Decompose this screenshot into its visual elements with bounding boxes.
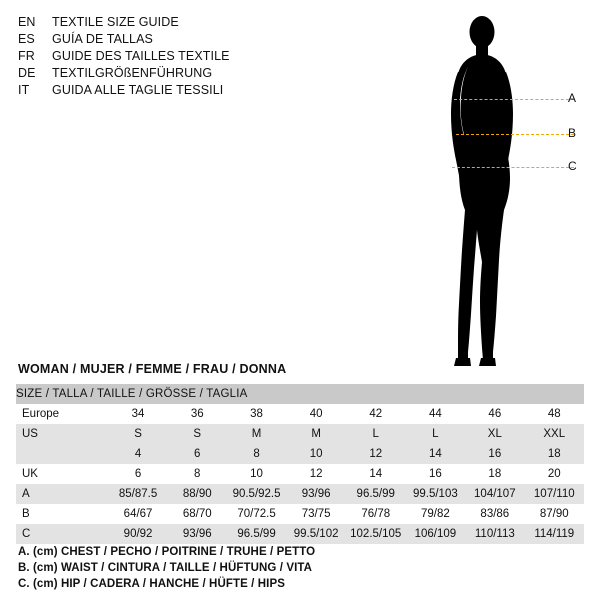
- row-label: C: [16, 524, 108, 544]
- table-cell: 48: [525, 404, 584, 424]
- table-cell: 8: [168, 464, 227, 484]
- table-cell: 12: [346, 444, 406, 464]
- legend-item-b: B. (cm) WAIST / CINTURA / TAILLE / HÜFTUNG / VITA: [18, 562, 313, 574]
- table-cell: 36: [168, 404, 227, 424]
- table-cell: 64/67: [108, 504, 167, 524]
- row-label: Europe: [16, 404, 108, 424]
- table-cell: 88/90: [168, 484, 227, 504]
- table-cell: 8: [227, 444, 287, 464]
- table-cell: 83/86: [465, 504, 524, 524]
- table-cell: 99.5/102: [286, 524, 346, 544]
- table-cell: 14: [346, 464, 406, 484]
- section-caption: WOMAN / MUJER / FEMME / FRAU / DONNA: [18, 362, 287, 376]
- table-row: [16, 424, 584, 444]
- language-title: TEXTILGRÖßENFÜHRUNG: [52, 66, 213, 80]
- row-label: [16, 444, 108, 464]
- table-cell: 12: [286, 464, 346, 484]
- legend-item-a: A. (cm) CHEST / PECHO / POITRINE / TRUHE / PETTO: [18, 546, 316, 558]
- table-cell: 110/113: [465, 524, 524, 544]
- table-cell: 10: [286, 444, 346, 464]
- table-header-label: SIZE / TALLA / TAILLE / GRÖSSE / TAGLIA: [16, 384, 584, 404]
- table-cell: 90/92: [108, 524, 167, 544]
- measure-label-b: B: [568, 126, 577, 140]
- language-title: TEXTILE SIZE GUIDE: [52, 15, 179, 29]
- table-cell: 79/82: [406, 504, 466, 524]
- language-code: IT: [18, 83, 30, 97]
- table-header-row: [16, 384, 584, 404]
- table-row: [16, 404, 584, 424]
- measurement-legend: [18, 544, 578, 592]
- table-cell: 18: [525, 444, 584, 464]
- language-title: GUIDE DES TAILLES TEXTILE: [52, 49, 230, 63]
- table-cell: 20: [525, 464, 584, 484]
- row-label: US: [16, 424, 108, 444]
- legend-item-c: C. (cm) HIP / CADERA / HANCHE / HÜFTE / HIPS: [18, 578, 286, 590]
- table-cell: S: [108, 424, 167, 444]
- language-code: FR: [18, 49, 35, 63]
- language-row: [18, 65, 318, 82]
- table-cell: 99.5/103: [406, 484, 466, 504]
- table-cell: 44: [406, 404, 466, 424]
- table-cell: 73/75: [286, 504, 346, 524]
- table-cell: 6: [108, 464, 167, 484]
- table-cell: 46: [465, 404, 524, 424]
- table-cell: 6: [168, 444, 227, 464]
- table-cell: 68/70: [168, 504, 227, 524]
- table-cell: XL: [465, 424, 524, 444]
- table-cell: 96.5/99: [346, 484, 406, 504]
- language-list: [18, 14, 318, 99]
- table-cell: L: [406, 424, 466, 444]
- table-cell: 16: [465, 444, 524, 464]
- row-label: B: [16, 504, 108, 524]
- row-label: UK: [16, 464, 108, 484]
- table-cell: 93/96: [286, 484, 346, 504]
- row-label: A: [16, 484, 108, 504]
- table-cell: 93/96: [168, 524, 227, 544]
- measure-line-chest: [454, 99, 574, 100]
- table-row: [16, 524, 584, 544]
- table-cell: 70/72.5: [227, 504, 287, 524]
- language-title: GUIDA ALLE TAGLIE TESSILI: [52, 83, 224, 97]
- table-cell: 114/119: [525, 524, 584, 544]
- table-cell: 90.5/92.5: [227, 484, 287, 504]
- table-cell: 107/110: [525, 484, 584, 504]
- body-figure: [420, 10, 595, 370]
- language-code: DE: [18, 66, 36, 80]
- measure-line-hip: [452, 167, 574, 168]
- table-row: [16, 444, 584, 464]
- table-row: [16, 484, 584, 504]
- table-cell: 96.5/99: [227, 524, 287, 544]
- table-cell: 106/109: [406, 524, 466, 544]
- table-cell: 34: [108, 404, 167, 424]
- measure-line-waist: [456, 134, 574, 135]
- measure-label-c: C: [568, 159, 577, 173]
- language-row: [18, 48, 318, 65]
- table-row: [16, 504, 584, 524]
- table-cell: 42: [346, 404, 406, 424]
- table-cell: 76/78: [346, 504, 406, 524]
- table-cell: 14: [406, 444, 466, 464]
- size-table: [16, 384, 584, 544]
- language-row: [18, 82, 318, 99]
- table-cell: 18: [465, 464, 524, 484]
- table-cell: 85/87.5: [108, 484, 167, 504]
- table-cell: 16: [406, 464, 466, 484]
- table-cell: 10: [227, 464, 287, 484]
- table-cell: S: [168, 424, 227, 444]
- size-table-container: [16, 384, 584, 544]
- table-cell: 104/107: [465, 484, 524, 504]
- table-row: [16, 464, 584, 484]
- table-cell: 40: [286, 404, 346, 424]
- language-code: EN: [18, 15, 36, 29]
- table-cell: 4: [108, 444, 167, 464]
- language-title: GUÍA DE TALLAS: [52, 32, 153, 46]
- measure-label-a: A: [568, 91, 577, 105]
- table-cell: 102.5/105: [346, 524, 406, 544]
- female-silhouette-icon: [420, 10, 595, 370]
- table-cell: XXL: [525, 424, 584, 444]
- table-cell: L: [346, 424, 406, 444]
- table-cell: 87/90: [525, 504, 584, 524]
- language-row: [18, 31, 318, 48]
- table-cell: 38: [227, 404, 287, 424]
- language-row: [18, 14, 318, 31]
- table-cell: M: [286, 424, 346, 444]
- language-code: ES: [18, 32, 35, 46]
- table-cell: M: [227, 424, 287, 444]
